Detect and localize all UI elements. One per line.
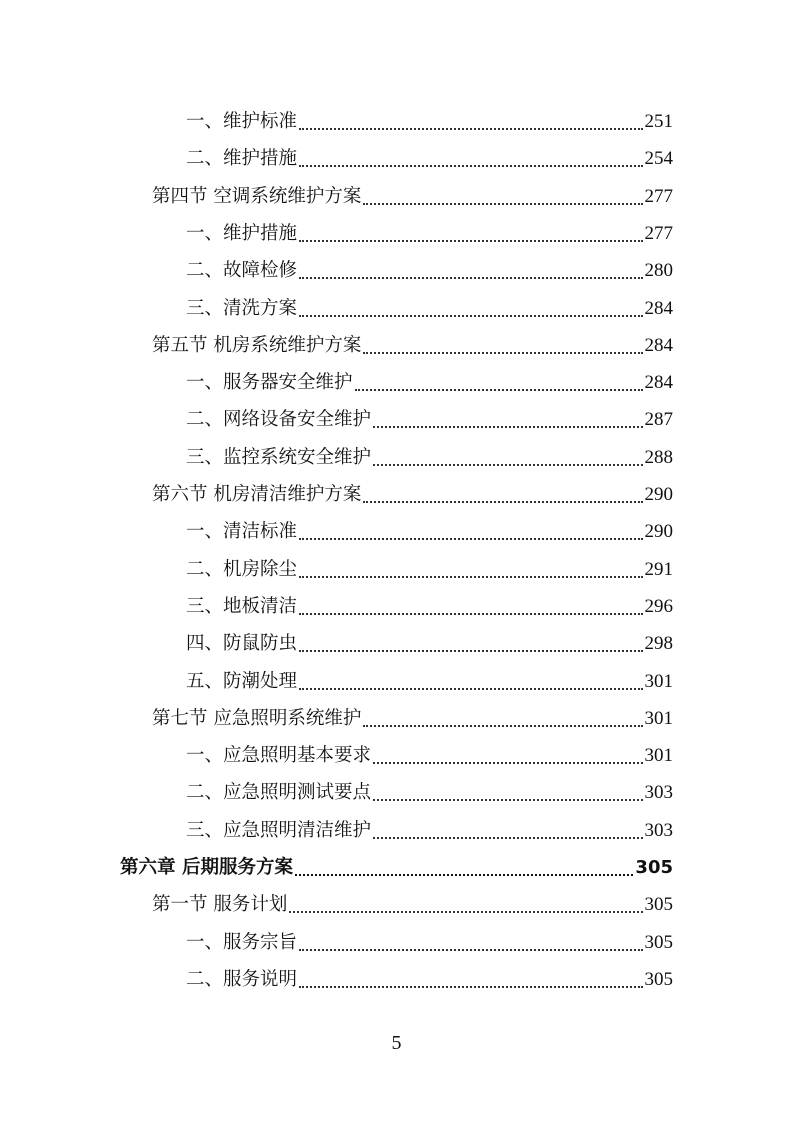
toc-dot-leader (363, 481, 642, 503)
toc-entry[interactable] (186, 255, 673, 283)
toc-entry-page: 301 (644, 670, 673, 692)
toc-entry[interactable] (186, 516, 673, 544)
toc-dot-leader (373, 444, 642, 466)
toc-entry[interactable] (152, 889, 673, 917)
toc-dot-leader (299, 257, 642, 279)
toc-dot-leader (299, 966, 642, 988)
toc-entry-title: 一、清洁标准 (186, 521, 298, 543)
toc-entry-page: 305 (644, 968, 673, 990)
toc-entry-title: 第六章 后期服务方案 (120, 857, 293, 878)
toc-entry-page: 305 (635, 857, 673, 878)
toc-entry-title: 三、清洗方案 (186, 297, 298, 319)
toc-entry-title: 二、服务说明 (186, 968, 298, 990)
toc-entry-title: 一、服务器安全维护 (186, 372, 353, 394)
toc-entry-title: 二、维护措施 (186, 148, 298, 170)
toc-dot-leader (373, 779, 642, 801)
toc-dot-leader (299, 556, 642, 578)
toc-entry-page: 277 (644, 185, 673, 207)
toc-dot-leader (373, 817, 642, 839)
toc-entry[interactable] (186, 777, 673, 805)
toc-entry-title: 二、应急照明测试要点 (186, 782, 372, 804)
toc-dot-leader (299, 108, 642, 130)
toc-dot-leader (299, 220, 642, 242)
toc-entry-title: 一、应急照明基本要求 (186, 745, 372, 767)
toc-dot-leader (363, 332, 642, 354)
toc-entry[interactable] (186, 143, 673, 171)
toc-entry[interactable] (186, 293, 673, 321)
toc-entry[interactable] (152, 330, 673, 358)
toc-entry-page: 284 (644, 334, 673, 356)
toc-entry-title: 二、网络设备安全维护 (186, 409, 372, 431)
toc-entry-title: 一、维护标准 (186, 111, 298, 132)
toc-dot-leader (299, 518, 642, 540)
toc-entry[interactable] (152, 181, 673, 209)
toc-entry[interactable] (186, 442, 673, 470)
toc-entry[interactable] (186, 404, 673, 432)
toc-dot-leader (363, 705, 642, 727)
toc-entry-title: 三、监控系统安全维护 (186, 446, 372, 468)
toc-entry[interactable] (120, 852, 673, 880)
toc-entry-page: 288 (644, 446, 673, 468)
toc-dot-leader (299, 295, 642, 317)
toc-entry[interactable] (186, 628, 673, 656)
toc-dot-leader (299, 668, 642, 690)
toc-dot-leader (299, 593, 642, 615)
toc-entry-page: 291 (644, 558, 673, 580)
toc-dot-leader (299, 145, 642, 167)
toc-entry-page: 280 (644, 260, 673, 282)
toc-entry-page: 290 (644, 484, 673, 505)
toc-entry-title: 第五节 机房系统维护方案 (152, 334, 362, 356)
toc-dot-leader (363, 183, 642, 205)
toc-entry-page: 301 (644, 707, 673, 729)
toc-entry-page: 303 (644, 819, 673, 841)
toc-entry[interactable] (152, 479, 673, 507)
toc-dot-leader (299, 630, 642, 652)
toc-entry-page: 287 (644, 409, 673, 431)
toc-dot-leader (299, 929, 642, 951)
toc-entry-page: 284 (644, 372, 673, 394)
toc-entry-title: 一、维护措施 (186, 222, 298, 244)
toc-entry[interactable] (186, 666, 673, 694)
toc-entry-title: 五、防潮处理 (186, 670, 298, 692)
toc-entry-title: 第六节 机房清洁维护方案 (152, 484, 362, 505)
toc-dot-leader (295, 854, 633, 876)
toc-entry[interactable] (186, 591, 673, 619)
toc-entry-page: 305 (644, 931, 673, 953)
toc-entry[interactable] (186, 815, 673, 843)
toc-entry-page: 305 (644, 894, 673, 916)
toc-dot-leader (289, 891, 642, 913)
toc-entry[interactable] (186, 106, 673, 134)
toc-entry-page: 296 (644, 595, 673, 617)
toc-entry[interactable] (186, 367, 673, 395)
toc-entry-page: 251 (644, 111, 673, 132)
toc-entry[interactable] (186, 218, 673, 246)
toc-entry-title: 第一节 服务计划 (152, 894, 288, 916)
toc-dot-leader (355, 369, 643, 391)
toc-entry[interactable] (186, 964, 673, 992)
toc-entry-title: 二、故障检修 (186, 260, 298, 282)
toc-entry[interactable] (186, 554, 673, 582)
toc-entry-page: 298 (644, 633, 673, 655)
toc-dot-leader (373, 406, 642, 428)
toc-entry-page: 303 (644, 782, 673, 804)
toc-entry-title: 四、防鼠防虫 (186, 633, 298, 655)
toc-entry-title: 三、地板清洁 (186, 595, 298, 617)
toc-entry-page: 277 (644, 222, 673, 244)
toc-entry[interactable] (186, 740, 673, 768)
toc-entry-page: 301 (644, 745, 673, 767)
toc-entry-title: 一、服务宗旨 (186, 931, 298, 953)
toc-entry-page: 284 (644, 297, 673, 319)
toc-entry-page: 254 (644, 148, 673, 170)
toc-entry-page: 290 (644, 521, 673, 543)
page-number: 5 (391, 1032, 402, 1054)
toc-entry-title: 第七节 应急照明系统维护 (152, 707, 362, 729)
toc-entry[interactable] (186, 927, 673, 955)
toc-entry-title: 第四节 空调系统维护方案 (152, 185, 362, 207)
toc-entry[interactable] (152, 703, 673, 731)
toc-entry-title: 二、机房除尘 (186, 558, 298, 580)
toc-dot-leader (373, 742, 642, 764)
toc-entry-title: 三、应急照明清洁维护 (186, 819, 372, 841)
